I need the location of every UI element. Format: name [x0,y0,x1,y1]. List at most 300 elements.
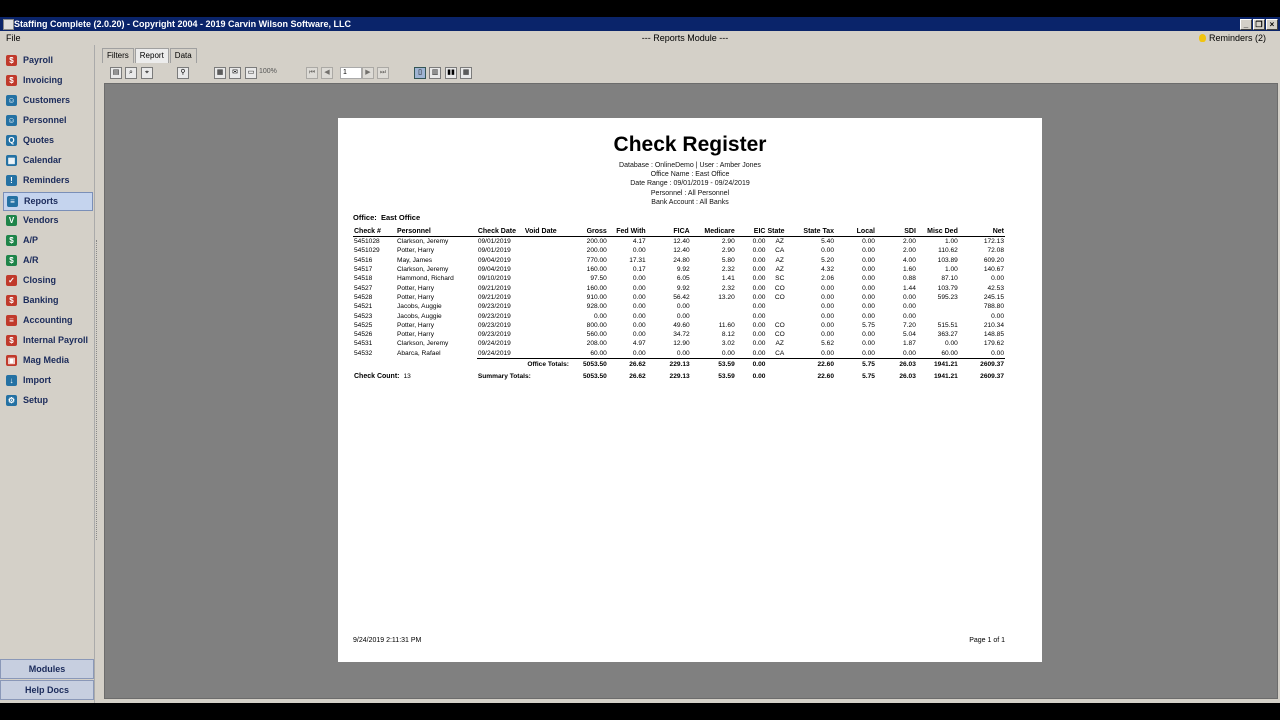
check-register-table [353,227,1005,383]
table-cell: 0.00 [862,303,875,311]
table-row [353,349,1005,359]
table-cell: 09/24/2019 [477,340,511,348]
totals-cell: 5053.50 [570,358,608,371]
column-header[interactable]: Gross [570,227,608,237]
table-cell: 54521 [354,303,373,311]
table-cell: 0.00 [821,247,835,255]
column-header[interactable]: Net [959,227,1005,237]
table-cell: 17.31 [629,256,646,264]
spacer-cell [353,358,477,371]
column-header[interactable]: FICA [647,227,691,237]
sidebar-item-label: Customers [23,95,71,105]
table-cell: 2.90 [721,247,735,255]
table-cell: 9.92 [676,266,690,274]
table-cell: CO [774,331,785,339]
column-header[interactable]: Medicare [691,227,736,237]
totals-cell: 26.03 [899,373,916,381]
totals-cell: 229.13 [669,373,690,381]
table-cell [766,311,793,320]
totals-cell: 5.75 [862,373,875,381]
quotes-icon: Q [6,135,17,146]
table-cell [524,349,570,359]
sidebar-item-label: Closing [23,275,56,285]
table-cell: 210.34 [983,321,1004,329]
reminders-link[interactable] [1199,31,1266,45]
table-cell: 0.00 [862,256,875,264]
reminders-icon: ! [6,175,17,186]
table-cell: Potter, Harry [396,247,434,255]
totals-cell [766,371,793,383]
table-cell: 09/23/2019 [477,331,511,339]
report-timestamp: 9/24/2019 2:11:31 PM [353,637,422,644]
table-cell: 0.00 [903,312,916,320]
sidebar-item-label: A/R [23,255,39,265]
table-cell: AZ [775,238,784,246]
table-row [353,293,1005,302]
zoom-level[interactable]: 100% [259,68,277,75]
table-cell: 54517 [354,266,373,274]
table-cell [524,311,570,320]
report-subtitle-personnel: Personnel : All Personnel [650,190,730,197]
table-cell: 1.60 [903,266,916,274]
payroll-icon: $ [6,55,17,66]
table-cell: 5.20 [821,256,835,264]
totals-cell [766,358,793,371]
table-cell: 09/24/2019 [477,349,511,357]
table-row [353,237,1005,247]
totals-label: Summary Totals: [477,373,531,381]
table-cell [691,302,736,311]
table-cell: Potter, Harry [396,293,434,301]
table-cell: 148.85 [983,331,1004,339]
table-cell: 0.00 [821,284,835,292]
menu-file[interactable]: File [6,33,21,43]
report-subtitle-date-range: Date Range : 09/01/2019 - 09/24/2019 [630,180,750,187]
sidebar-item-import[interactable] [3,372,91,389]
totals-cell: 22.60 [793,358,835,371]
table-cell: 0.00 [752,275,766,283]
page-setup-icon[interactable]: ▭ [245,67,257,79]
personnel-icon: ☺ [7,116,16,125]
sidebar-item-banking[interactable] [3,292,91,309]
column-header[interactable]: Fed With [608,227,647,237]
table-cell: 11.60 [718,321,735,329]
table-cell: 363.27 [937,331,958,339]
table-cell [524,283,570,292]
report-page [338,118,1042,662]
check-count [353,371,477,383]
table-cell: 1.00 [945,238,958,246]
app-icon [3,19,14,30]
table-cell: 0.00 [676,349,690,357]
column-header[interactable]: State Tax [793,227,835,237]
table-cell: 2.32 [721,266,735,274]
table-cell: 172.13 [983,238,1004,246]
table-cell: 7.20 [903,321,916,329]
table-cell: 4.00 [903,256,916,264]
totals-cell: 2609.37 [980,373,1004,381]
table-cell: CA [775,247,785,255]
office-totals-row [353,358,1005,371]
column-header[interactable]: SDI [876,227,917,237]
export-icon[interactable]: ▦ [214,67,226,79]
report-viewer[interactable] [104,83,1278,699]
table-cell: 49.60 [673,321,690,329]
table-cell: Jacobs, Auggie [396,303,442,311]
table-cell: 54516 [354,256,373,264]
table-cell: 0.00 [862,275,875,283]
table-cell: 54532 [354,349,373,357]
continuous-page-icon[interactable]: ▥ [429,67,441,79]
table-cell: 0.00 [862,349,875,357]
table-cell: 97.50 [590,275,607,283]
totals-cell: 26.62 [629,373,646,381]
totals-cell: 26.03 [876,358,917,371]
table-cell: 0.00 [821,331,835,339]
table-cell: 609.20 [983,256,1004,264]
table-cell: 5.62 [821,340,835,348]
table-cell: 87.10 [941,275,958,283]
customers-icon: ☺ [7,96,16,105]
table-cell: 0.00 [632,293,646,301]
table-cell: Clarkson, Jeremy [396,266,449,274]
table-cell: 54527 [354,284,373,292]
sidebar-item-a-r[interactable] [3,252,91,269]
tab-data[interactable]: Data [170,48,197,63]
window-controls [1240,19,1278,30]
find-icon[interactable]: ⚲ [177,67,189,79]
table-cell: 54525 [354,321,373,329]
sidebar [0,45,94,703]
invoicing-icon: $ [6,75,17,86]
table-row [353,274,1005,283]
table-cell: 4.97 [632,340,646,348]
sidebar-item-mag-media[interactable] [3,352,91,369]
table-cell: 200.00 [586,247,607,255]
table-cell [691,311,736,320]
sidebar-item-reminders[interactable] [3,172,91,189]
totals-cell: 1941.21 [934,373,958,381]
table-cell: 2.00 [903,238,916,246]
screen-top-border [0,0,1280,17]
table-cell: 2.06 [821,275,835,283]
column-header[interactable]: Personnel [396,227,477,237]
table-cell: 54528 [354,293,373,301]
minimize-icon[interactable]: _ [1240,19,1252,30]
table-cell [917,302,959,311]
table-cell: 0.00 [632,321,646,329]
table-cell [524,246,570,255]
zoom-icon[interactable]: ⌕ [125,67,137,79]
accounting-icon: ≡ [6,315,17,326]
table-cell [524,321,570,330]
prev-page-icon[interactable]: ◀ [321,67,333,79]
table-cell: 1.00 [945,266,958,274]
table-cell: 09/01/2019 [477,247,511,255]
first-page-icon[interactable]: ⏮ [306,67,318,79]
totals-cell: 5053.50 [582,373,607,381]
table-cell: 0.00 [752,266,766,274]
table-cell: 42.53 [987,284,1004,292]
tab-filters[interactable]: Filters [102,48,134,63]
table-cell: 09/23/2019 [477,312,511,320]
table-cell: 12.90 [673,340,690,348]
sidebar-item-label: Internal Payroll [23,335,89,345]
table-cell: 0.00 [593,312,607,320]
table-cell [524,339,570,348]
office-label: Office: [353,213,377,222]
table-cell: CO [774,293,785,301]
single-page-icon[interactable]: ▯ [414,67,426,79]
column-header[interactable]: State [766,227,793,237]
a-p-icon: $ [6,235,17,246]
table-row [353,302,1005,311]
table-cell: 103.89 [937,256,958,264]
sidebar-item-label: Accounting [23,315,73,325]
table-cell: 34.72 [673,331,690,339]
sidebar-item-customers[interactable] [3,92,91,109]
table-header-row [353,227,1005,237]
totals-cell: 0.00 [736,358,767,371]
column-header[interactable]: Check # [353,227,396,237]
table-cell: Jacobs, Auggie [396,312,442,320]
table-cell: 5.75 [862,321,875,329]
table-cell: AZ [775,256,784,264]
table-cell: May, James [396,256,433,264]
sidebar-item-accounting[interactable] [3,312,91,329]
sidebar-item-label: Calendar [23,155,62,165]
table-cell: 0.00 [862,266,875,274]
totals-cell: 26.62 [608,358,647,371]
table-row [353,311,1005,320]
table-cell: 0.00 [821,321,835,329]
sidebar-item-closing[interactable] [3,272,91,289]
column-header[interactable]: EIC [736,227,767,237]
table-cell: Clarkson, Jeremy [396,238,449,246]
two-page-icon[interactable]: ▮▮ [445,67,457,79]
table-cell: 12.40 [673,247,690,255]
table-cell: 595.23 [937,293,958,301]
table-cell: 1.44 [903,284,916,292]
table-cell: 0.00 [752,247,766,255]
close-icon[interactable]: × [1266,19,1278,30]
table-cell: 0.00 [632,247,646,255]
table-cell: 0.00 [721,349,735,357]
table-cell: 0.00 [752,312,766,320]
table-cell: 770.00 [586,256,607,264]
calendar-icon: ▦ [7,156,16,165]
table-cell: 0.00 [821,312,835,320]
table-cell: 0.00 [862,340,875,348]
table-cell: 60.00 [590,349,607,357]
totals-cell: 53.59 [718,373,735,381]
table-cell: 245.15 [983,293,1004,301]
totals-label: Office Totals: [477,358,570,371]
print-icon[interactable]: ▤ [110,67,122,79]
mag-media-icon: ▣ [7,356,16,365]
table-cell: 928.00 [586,303,607,311]
table-cell: 0.00 [903,303,916,311]
table-cell: 110.62 [938,247,958,255]
sidebar-item-label: Payroll [23,55,54,65]
sidebar-item-label: Mag Media [23,355,70,365]
banking-icon: $ [6,295,17,306]
table-cell: 0.00 [991,312,1004,320]
module-title: --- Reports Module --- [641,33,729,43]
table-cell: 0.00 [752,340,766,348]
table-cell: 0.00 [862,312,875,320]
table-cell: 0.00 [752,238,766,246]
table-cell: 0.17 [632,266,646,274]
table-cell: 0.00 [676,312,690,320]
table-cell: 0.00 [862,238,875,246]
table-cell: 9.92 [676,284,690,292]
table-cell: 0.00 [632,349,646,357]
totals-cell: 5.75 [835,358,876,371]
column-header[interactable]: Void Date [524,227,570,237]
sidebar-item-quotes[interactable] [3,132,91,149]
sidebar-item-label: Vendors [23,215,59,225]
table-cell: 56.42 [673,293,690,301]
table-row [353,339,1005,348]
table-cell: 1.41 [721,275,735,283]
table-cell: 0.00 [632,275,646,283]
column-header[interactable]: Check Date [477,227,524,237]
modules-button[interactable]: Modules [0,659,94,679]
setup-icon: ⚙ [7,396,16,405]
totals-cell: 229.13 [647,358,691,371]
table-cell: 54526 [354,331,373,339]
table-cell: 160.00 [586,266,607,274]
table-cell [524,293,570,302]
table-cell [524,274,570,283]
multi-page-icon[interactable]: ▦ [460,67,472,79]
reports-icon: ≡ [7,196,18,207]
table-cell: 5.80 [721,256,735,264]
table-cell: 1.87 [903,340,916,348]
table-cell [524,302,570,311]
table-cell: 72.08 [987,247,1004,255]
table-cell: SC [775,275,785,283]
table-cell: 208.00 [586,340,607,348]
table-cell: CO [774,321,785,329]
a-r-icon: $ [6,255,17,266]
sidebar-item-label: Setup [23,395,49,405]
table-cell: 0.00 [862,331,875,339]
table-cell: 140.67 [983,266,1004,274]
sidebar-item-label: Reminders [23,175,70,185]
table-cell: 515.51 [937,321,958,329]
table-cell: 0.00 [752,303,766,311]
next-page-icon[interactable]: ▶ [362,67,374,79]
table-cell: 54523 [354,312,373,320]
email-icon[interactable]: ✉ [229,67,241,79]
vendors-icon: V [6,215,17,226]
sidebar-item-reports[interactable] [3,192,93,211]
splitter-grip[interactable] [96,240,99,540]
totals-cell: 53.59 [691,358,736,371]
mouse-cursor [807,488,817,499]
sidebar-item-personnel[interactable] [3,112,91,129]
internal-payroll-icon: $ [6,335,17,346]
table-cell: 0.00 [632,331,646,339]
table-cell: 0.00 [632,312,646,320]
page-number-input[interactable]: 1 [340,67,362,79]
search-report-icon[interactable]: ⌖ [141,67,153,79]
sidebar-item-payroll[interactable] [3,52,91,69]
window-title: Staffing Complete (2.0.20) - Copyright 2004 - 2019 Carvin Wilson Software, LLC [14,19,351,29]
sidebar-item-internal-payroll[interactable] [3,332,91,349]
table-cell: AZ [775,266,784,274]
table-cell: 3.02 [721,340,735,348]
table-cell: 560.00 [586,331,607,339]
table-cell: 09/04/2019 [477,266,511,274]
column-header[interactable]: Misc Ded [917,227,959,237]
table-cell: 910.00 [586,293,607,301]
table-cell: 2.90 [721,238,735,246]
table-cell: 0.00 [676,303,690,311]
table-cell: 09/10/2019 [477,275,511,283]
table-cell: 09/01/2019 [477,238,511,246]
sidebar-item-label: Invoicing [23,75,63,85]
sidebar-item-label: Reports [24,196,59,206]
help-docs-button[interactable]: Help Docs [0,680,94,700]
sidebar-item-invoicing[interactable] [3,72,91,89]
table-cell: 0.00 [903,349,916,357]
sidebar-item-vendors[interactable] [3,212,91,229]
sidebar-item-calendar[interactable] [3,152,91,169]
table-cell: 0.00 [752,284,766,292]
table-cell: 0.00 [991,349,1004,357]
totals-cell: 0.00 [752,373,766,381]
table-row [353,265,1005,274]
totals-cell: 22.60 [817,373,835,381]
last-page-icon[interactable]: ⏭ [377,67,389,79]
table-cell: 0.00 [632,284,646,292]
table-cell: CO [774,284,785,292]
table-row [353,246,1005,255]
table-cell: 800.00 [586,321,607,329]
report-tabs [102,48,198,63]
menubar [0,31,1280,45]
table-cell: Abarca, Rafael [396,349,441,357]
table-cell: 60.00 [941,349,958,357]
table-cell: 6.05 [676,275,690,283]
table-row [353,330,1005,339]
sidebar-item-setup[interactable] [3,392,91,409]
restore-icon[interactable]: ❐ [1253,19,1265,30]
table-cell: 09/23/2019 [477,303,511,311]
table-cell: 0.00 [862,293,875,301]
table-cell [524,256,570,265]
table-cell: Potter, Harry [396,284,434,292]
column-header[interactable]: Local [835,227,876,237]
table-cell: AZ [775,340,784,348]
report-subtitle-bank: Bank Account : All Banks [651,199,729,206]
tab-report[interactable]: Report [135,48,169,63]
table-cell: Clarkson, Jeremy [396,340,449,348]
table-cell: 0.00 [903,293,916,301]
table-cell: 0.00 [752,331,766,339]
table-cell: 12.40 [673,238,690,246]
table-cell: 5.40 [821,238,835,246]
sidebar-item-label: A/P [23,235,39,245]
table-row [353,256,1005,265]
table-cell: 0.00 [821,349,835,357]
sidebar-item-a-p[interactable] [3,232,91,249]
table-cell [766,302,793,311]
table-cell: 5.04 [903,331,916,339]
